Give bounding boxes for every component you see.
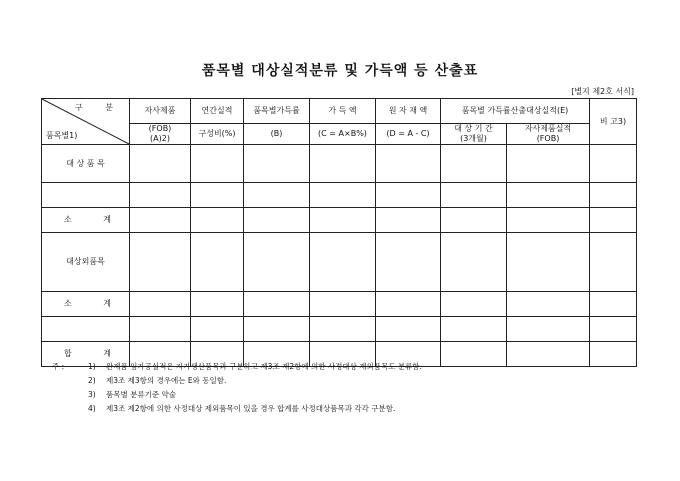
table-cell[interactable] — [441, 183, 507, 208]
table-cell[interactable] — [191, 183, 244, 208]
table-cell[interactable] — [244, 183, 310, 208]
footnote-text: 제3조 제3항의 경우에는 E와 동일함. — [106, 376, 227, 385]
table-cell[interactable] — [376, 208, 441, 233]
header-remark: 비 고3) — [590, 99, 637, 145]
header-export-top: 자사제품 — [130, 99, 191, 124]
table-cell[interactable] — [191, 233, 244, 292]
footnote-label: 주 : — [52, 362, 65, 371]
row-label-subtotal-1 — [42, 208, 130, 233]
header-ratio-top: 연간실적 — [191, 99, 244, 124]
corner-header-bottom: 품목별1) — [46, 131, 78, 140]
corner-header-cell — [42, 99, 130, 145]
table-cell[interactable] — [130, 183, 191, 208]
calculation-table — [41, 98, 637, 367]
table-row — [42, 233, 637, 292]
table-cell[interactable] — [507, 233, 590, 292]
total-char: 계 — [103, 349, 111, 358]
total-char: 합 — [64, 349, 72, 358]
footnote-number: 4) — [88, 404, 96, 413]
table-cell[interactable] — [507, 183, 590, 208]
table-cell[interactable] — [191, 317, 244, 342]
table-cell[interactable] — [130, 317, 191, 342]
header-target-group: 품목별 가득률산출대상실적(E) — [441, 99, 590, 124]
table-cell[interactable] — [130, 208, 191, 233]
table-cell[interactable] — [244, 208, 310, 233]
table-row — [42, 183, 637, 208]
table-cell[interactable] — [590, 183, 637, 208]
footnote-number: 2) — [88, 376, 96, 385]
table-cell[interactable] — [310, 183, 376, 208]
header-ratio-bottom: 구성비(%) — [191, 124, 244, 145]
row-label-nontarget: 대상외품목 — [42, 233, 130, 292]
header-own — [507, 124, 590, 145]
table-cell[interactable] — [310, 233, 376, 292]
footnote-item — [52, 388, 422, 402]
table-cell[interactable] — [441, 292, 507, 317]
header-own-bottom: (FOB) — [536, 134, 560, 143]
subtotal-char: 소 — [64, 299, 72, 308]
table-cell[interactable] — [42, 183, 130, 208]
table-cell[interactable] — [244, 317, 310, 342]
subtotal-char: 계 — [103, 299, 111, 308]
table-row — [42, 208, 637, 233]
header-raw-top: 원 자 재 액 — [376, 99, 441, 124]
table-cell[interactable] — [590, 292, 637, 317]
table-cell[interactable] — [191, 145, 244, 183]
table-cell[interactable] — [244, 292, 310, 317]
footnote-item — [52, 402, 422, 416]
table-row — [42, 317, 637, 342]
footnote-text: 품목별 분류기준 약술 — [106, 390, 176, 399]
table-cell[interactable] — [376, 292, 441, 317]
table-cell[interactable] — [130, 292, 191, 317]
table-cell[interactable] — [310, 292, 376, 317]
row-label-subtotal-2 — [42, 292, 130, 317]
table-cell[interactable] — [244, 145, 310, 183]
table-cell[interactable] — [310, 145, 376, 183]
footnote-text: 제3조 제2항에 의한 사정대상 제외품목이 있을 경우 합계를 사정대상품목과 각각 구분함. — [106, 404, 396, 413]
table-cell[interactable] — [590, 145, 637, 183]
footnote-item — [52, 374, 422, 388]
table-cell[interactable] — [441, 145, 507, 183]
table-cell[interactable] — [310, 208, 376, 233]
table-cell[interactable] — [441, 342, 507, 367]
header-period — [441, 124, 507, 145]
table-cell[interactable] — [441, 208, 507, 233]
table-cell[interactable] — [376, 233, 441, 292]
subtotal-char: 소 — [64, 215, 72, 224]
table-cell[interactable] — [590, 317, 637, 342]
table-cell[interactable] — [590, 208, 637, 233]
form-number: [별지 제2호 서식] — [571, 87, 634, 96]
header-rate-top: 품목별가득률 — [244, 99, 310, 124]
header-amount-top: 가 득 액 — [310, 99, 376, 124]
row-label-target: 대 상 품 목 — [42, 145, 130, 183]
header-export-bottom: (FOB) (A)2) — [130, 124, 191, 145]
header-period-bottom: (3개월) — [460, 134, 487, 143]
table-cell[interactable] — [191, 208, 244, 233]
table-cell[interactable] — [590, 342, 637, 367]
table-row — [42, 145, 637, 183]
table-cell[interactable] — [590, 233, 637, 292]
table-cell[interactable] — [507, 292, 590, 317]
subtotal-char: 계 — [103, 215, 111, 224]
corner-header-top: 구 분 — [75, 103, 123, 112]
table-cell[interactable] — [507, 208, 590, 233]
table-cell[interactable] — [376, 183, 441, 208]
table-cell[interactable] — [507, 342, 590, 367]
table-cell[interactable] — [130, 145, 191, 183]
header-own-top: 자사제품실적 — [524, 124, 572, 133]
table-cell[interactable] — [130, 233, 191, 292]
table-cell[interactable] — [441, 233, 507, 292]
header-period-top: 대 상 기 간 — [454, 124, 493, 133]
footnotes — [52, 360, 422, 416]
table-cell[interactable] — [441, 317, 507, 342]
page-title: 품목별 대상실적분류 및 가득액 등 산출표 — [201, 63, 479, 79]
table-cell[interactable] — [376, 317, 441, 342]
table-cell[interactable] — [191, 292, 244, 317]
table-cell[interactable] — [376, 145, 441, 183]
table-cell[interactable] — [507, 145, 590, 183]
table-cell[interactable] — [507, 317, 590, 342]
footnote-item — [52, 360, 422, 374]
header-amount-bottom: (C = A×B%) — [310, 124, 376, 145]
footnote-text: 완제품 임가공실적은 자가생산품목과 구분하고 제3조 제2항에 의한 사정대상 제외품목도 분류함. — [106, 362, 422, 371]
table-cell[interactable] — [244, 233, 310, 292]
footnote-number: 3) — [88, 390, 96, 399]
table-cell[interactable] — [310, 317, 376, 342]
footnote-number: 1) — [88, 362, 96, 371]
header-raw-bottom: (D = A - C) — [376, 124, 441, 145]
table-row — [42, 292, 637, 317]
table-cell[interactable] — [42, 317, 130, 342]
header-rate-bottom: (B) — [244, 124, 310, 145]
